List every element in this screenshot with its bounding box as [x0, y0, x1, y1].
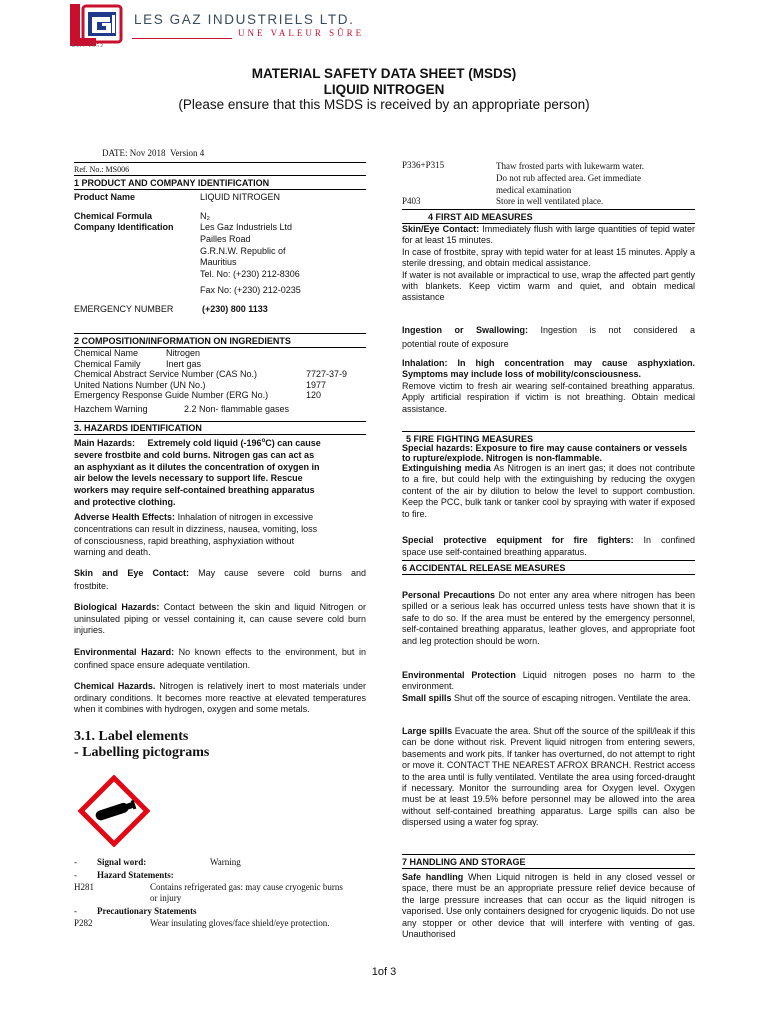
large-spills-text: Evacuate the area. Shut off the source of the spill/leak if this can be done without risk. Prevent liquid nitrogen from entering sewers, basements and work pits. If tanker has overturned, do not attempt to right or move it. CONTACT THE NEAREST AFROX BRANCH. Restrict access to the area until is fully ventilated. Ventilate the area using forced-draught if necessary. Monitor the surrounding area for Oxygen level. Oxygen must be at least 19.5% before personnel may be allowed into the area without self-contained breathing apparatus. Large spills can also be dispersed using a water fog spray.: [402, 726, 695, 828]
row-number: 1977: [306, 379, 327, 390]
skin-eye-text: Immediately flush with large quantities of tepid water for at least 15 minutes.: [402, 224, 695, 246]
main-hazards-first-line: [74, 436, 366, 450]
p403-code: P403: [402, 196, 421, 206]
chemical-hazards: [74, 681, 366, 716]
divider: [74, 175, 366, 176]
row-label: United Nations Number (UN No.): [74, 379, 206, 390]
logo-mark-icon: [66, 4, 124, 46]
p403-text: Store in well ventilated place.: [496, 196, 604, 206]
bullet-dash: -: [74, 906, 77, 916]
ingestion-text: Ingestion is not considered a: [540, 325, 695, 335]
document-title: MATERIAL SAFETY DATA SHEET (MSDS): [251, 66, 517, 81]
ingestion-label: Ingestion or Swallowing:: [402, 325, 528, 335]
frostbite-text: In case of frostbite, spray with tepid water for at least 15 minutes. Apply a sterile dressing, and obtain medical assistance.: [402, 246, 695, 269]
divider: [74, 434, 366, 435]
adverse-line: concentrations can result in dizziness, nausea, vomiting, loss: [74, 523, 318, 534]
adverse-line: warning and death.: [74, 547, 151, 558]
env-label: Environmental Hazard:: [74, 647, 175, 657]
inhalation-text: Remove victim to fresh air wearing self-contained breathing apparatus. Apply artificial respiration if victim is not breathing. Obtain medical assistance.: [402, 380, 695, 414]
composition-row: [74, 404, 366, 415]
environmental-protection: [402, 670, 695, 704]
large-spills: [402, 726, 695, 829]
header-divider: [132, 38, 232, 39]
p282-text: Wear insulating gloves/face shield/eye protection.: [150, 918, 330, 928]
first-aid-skin: [402, 224, 695, 304]
extinguishing-label: Extinguishing media: [402, 463, 491, 473]
section-6-heading: 6 ACCIDENTAL RELEASE MEASURES: [402, 563, 566, 573]
row-label: Hazchem Warning: [74, 403, 148, 414]
extinguishing-media: [402, 463, 695, 520]
main-hazards-line: an asphyxiant as it dilutes the concentration of oxygen in: [74, 461, 320, 472]
environmental-hazard: [74, 646, 366, 672]
section-3-heading: 3. HAZARDS IDENTIFICATION: [74, 423, 202, 433]
bullet-dash: -: [74, 857, 77, 867]
personal-label: Personal Precautions: [402, 590, 496, 600]
divider: [402, 574, 695, 575]
emergency-number: (+230) 800 1133: [202, 304, 268, 314]
divider: [74, 162, 366, 163]
document-subtitle: (Please ensure that this MSDS is received by an appropriate person): [178, 97, 590, 112]
p336-text: [496, 160, 706, 196]
divider: [402, 560, 695, 561]
safe-handling: [402, 872, 695, 940]
composition-row: [74, 369, 366, 380]
chem-label: Chemical Hazards.: [74, 681, 156, 691]
company-tagline: UNE VALEUR SÛRE: [238, 28, 365, 38]
composition-row: [74, 380, 366, 391]
composition-row: [74, 390, 366, 401]
skin-text: May cause severe cold burns and: [198, 568, 366, 578]
firefighter-ppe: [402, 534, 695, 558]
main-hazards-label: Main Hazards:: [74, 438, 136, 448]
address-line: Mauritius: [200, 257, 237, 268]
main-hazards-line: workers may require self-contained breathing apparatus: [74, 485, 315, 496]
phone-number: Tel. No: (+230) 212-8306: [200, 269, 300, 280]
small-spills-label: Small spills: [402, 692, 452, 703]
divider: [74, 333, 366, 334]
adverse-line: of consciousness, rapid breathing, asphyxiation without: [74, 535, 295, 546]
labelling-pictograms-heading: - Labelling pictograms: [74, 745, 210, 760]
signal-word-label: Signal word:: [97, 857, 147, 867]
env-protection-text: Liquid nitrogen poses no harm to the environment.: [402, 670, 695, 692]
p336-code: P336+P315: [402, 160, 445, 170]
ppe-text: In confined: [643, 535, 695, 545]
skin-eye-label: Skin/Eye Contact:: [402, 224, 480, 234]
ppe-label: Special protective equipment for fire fighters:: [402, 535, 634, 545]
safe-handling-label: Safe handling: [402, 872, 464, 882]
skin-label: Skin and Eye Contact:: [74, 568, 189, 578]
row-number: 120: [306, 390, 322, 401]
product-name-value: LIQUID NITROGEN: [200, 192, 281, 202]
precautionary-label: Precautionary Statements: [97, 906, 197, 916]
main-hazards-line: severe frostbite and cold burns. Nitrogen gas can act as: [74, 449, 315, 460]
row-label: Emergency Response Guide Number (ERG No.): [74, 390, 269, 401]
inhalation-warning: Inhalation: In high concentration may cause asphyxiation. Symptoms may include loss of mobility/consciousness.: [402, 358, 695, 380]
company-address: [200, 222, 301, 297]
row-value: Nitrogen: [166, 348, 201, 358]
h281-code: H281: [74, 882, 94, 892]
main-hazards-text: C) can cause: [265, 438, 321, 448]
biological-hazards: [74, 602, 366, 637]
document-version: Version 4: [170, 148, 205, 158]
row-value: 2.2 Non- flammable gases: [184, 403, 290, 414]
address-line: Les Gaz Industriels Ltd: [200, 222, 293, 232]
safe-handling-text: When Liquid nitrogen is held in any closed vessel or space, there must be an appropriate pressure relief device because of the large pressure increases that can occur as the liquid nitrogen is vaporised. Use only containers designed for cryogenic liquids. Do not use any stopper or other device that will interfere with venting of gas. Unauthorised: [402, 872, 695, 940]
signal-word-value: Warning: [210, 857, 241, 867]
large-spills-label: Large spills: [402, 726, 453, 736]
section-2-heading: 2 COMPOSITION/INFORMATION ON INGREDIENTS: [74, 336, 291, 346]
hazard-statements-label: Hazard Statements:: [97, 870, 174, 880]
address-line: Pailles Road: [200, 233, 251, 244]
divider: [74, 421, 366, 422]
section-5-heading: 5 FIRE FIGHTING MEASURES: [406, 434, 534, 444]
emergency-label: EMERGENCY NUMBER: [74, 304, 174, 314]
small-spills-text: Shut off the source of escaping nitrogen. Ventilate the area.: [454, 692, 691, 703]
product-title: LIQUID NITROGEN: [323, 82, 445, 97]
company-name: LES GAZ INDUSTRIELS LTD.: [134, 12, 355, 27]
divider: [402, 854, 695, 855]
section-7-heading: 7 HANDLING AND STORAGE: [402, 857, 526, 867]
address-line: G.R.N.W. Republic of: [200, 245, 286, 256]
h281-text: Contains refrigerated gas: may cause cryogenic burns or injury: [150, 882, 343, 903]
row-label: Chemical Abstract Service Number (CAS No.): [74, 369, 258, 380]
main-hazards-line: air below the levels necessary to support life. Rescue: [74, 473, 303, 484]
ingestion-text: potential route of exposure: [402, 338, 509, 349]
chemical-formula-value: N₂: [200, 211, 210, 221]
personal-text: Do not enter any area where nitrogen has been spilled or a serious leak has occurred unless tests have shown that it is safe to do so. If the area must be entered by the emergency personnel, self-contained breathing apparatus, leather gloves, and appropriate foot and leg protection should be worn.: [402, 590, 695, 646]
row-label: Chemical Name: [74, 348, 139, 358]
env-protection-label: Environmental Protection: [402, 670, 516, 680]
divider: [74, 189, 366, 190]
p336-line: Do not rub affected area. Get immediate: [496, 173, 642, 183]
main-hazards-text: Extremely cold liquid (-196: [147, 438, 262, 448]
no-water-text: If water is not available or impractical to use, wrap the affected part gently with blankets. Keep victim warm and quiet, and obtain medical assistance: [402, 269, 695, 303]
document-ref: Ref. No.: MS006: [74, 165, 130, 174]
main-hazards: [74, 436, 366, 509]
composition-row: [74, 359, 366, 370]
row-label: Chemical Family: [74, 358, 141, 369]
row-number: 7727-37-9: [306, 369, 348, 380]
label-elements-heading: 3.1. Label elements: [74, 729, 189, 744]
product-name-label: Product Name: [74, 192, 136, 202]
first-aid-ingestion: [402, 324, 695, 351]
p336-line: Thaw frosted parts with lukewarm water.: [496, 161, 644, 171]
divider: [402, 868, 695, 869]
chemical-formula-label: Chemical Formula: [74, 211, 153, 221]
chem-text: Nitrogen is relatively inert to most materials under ordinary conditions. It becomes more reactive at elevated temperatures when it combines with hydrogen, oxygen and some metals.: [74, 681, 366, 714]
composition-table: [74, 348, 366, 415]
special-hazards: Special hazards: Exposure to fire may cause containers or vessels to rupture/explode. Nitrogen is non-flammable.: [402, 443, 688, 463]
gas-cylinder-icon: [78, 775, 150, 847]
skin-text: frostbite.: [74, 581, 109, 591]
page-number: 1of 3: [371, 966, 397, 978]
personal-precautions: [402, 590, 695, 647]
company-id-label: Company Identification: [74, 222, 174, 232]
adverse-label: Adverse Health Effects:: [74, 512, 176, 522]
extinguishing-text: As Nitrogen is an inert gas; it does not contribute to a fire, but could help with the extinguishing by reducing the oxygen content of the air by dilution to below the level to support combustion. Keep the PCC, bulk tank or tanker cool by spraying with water if exposed to fire.: [402, 463, 695, 519]
ppe-text: space use self-contained breathing apparatus.: [402, 547, 587, 557]
p336-line: medical examination: [496, 185, 572, 195]
document-date: DATE: Nov 2018: [102, 148, 166, 158]
divider: [402, 209, 695, 210]
bio-label: Biological Hazards:: [74, 602, 160, 612]
first-aid-inhalation: [402, 358, 695, 415]
bullet-dash: -: [74, 870, 77, 880]
divider: [402, 431, 695, 432]
bio-text: Contact between the skin and liquid Nitrogen or uninsulated piping or vessel containing it, can cause severe cold burn injuries.: [74, 602, 366, 635]
p282-code: P282: [74, 918, 93, 928]
skin-eye-contact: [74, 567, 366, 593]
adverse-text: Inhalation of nitrogen in excessive: [177, 512, 314, 522]
section-1-heading: 1 PRODUCT AND COMPANY IDENTIFICATION: [74, 178, 270, 188]
env-text: No known effects to the environment, but in confined space ensure adequate ventilation.: [74, 647, 366, 670]
fax-number: Fax No: (+230) 212-0235: [200, 284, 301, 295]
row-value: Inert gas: [166, 358, 202, 369]
ghs-gas-cylinder-pictogram: [78, 775, 150, 847]
main-hazards-line: and protective clothing.: [74, 496, 176, 507]
section-4-heading: 4 FIRST AID MEASURES: [428, 212, 533, 222]
composition-row: [74, 348, 366, 359]
adverse-health-effects: [74, 512, 366, 559]
company-logo: [66, 4, 124, 46]
degree-sup: o: [261, 438, 266, 444]
established-year: Est. 1952: [72, 44, 105, 49]
